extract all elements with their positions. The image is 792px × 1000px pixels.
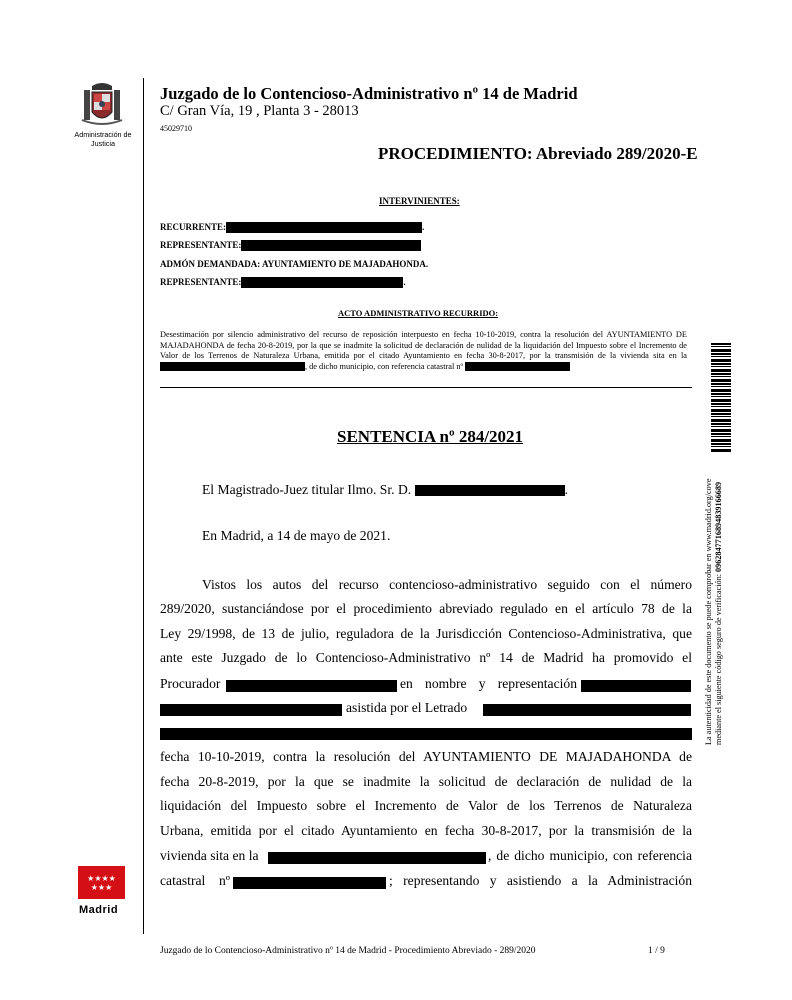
redaction (160, 728, 692, 740)
barcode-icon (711, 343, 731, 453)
redaction (465, 362, 570, 371)
body-line: fecha 10-10-2019, contra la resolución del AYUNTAMIENTO DE MAJADAHONDA de (160, 749, 692, 764)
punctuation: . (422, 222, 425, 232)
redaction (160, 704, 342, 716)
body-text: catastral nº (160, 873, 230, 888)
representante-line (160, 277, 406, 288)
verification-code: 0962847716894839166689 (714, 481, 723, 572)
redaction (415, 485, 565, 496)
redaction (160, 362, 305, 371)
magistrado-line (202, 482, 568, 498)
acto-heading: ACTO ADMINISTRATIVO RECURRIDO: (338, 308, 499, 318)
representante-label: REPRESENTANTE: (160, 240, 242, 250)
logo-label: Administración de Justicia (74, 130, 132, 148)
court-code: 45029710 (160, 124, 192, 133)
body-line: Ley 29/1998, de 13 de julio, reguladora de la Jurisdicción Contencioso-Administrativa, que (160, 626, 692, 641)
punctuation: . (403, 277, 406, 287)
demandada-line: ADMÓN DEMANDADA: AYUNTAMIENTO DE MAJADAHONDA. (160, 259, 429, 269)
acto-text-part: , de dicho municipio, con referencia catastral nº (305, 361, 464, 371)
punctuation: . (564, 482, 568, 497)
body-text: Procurador (160, 676, 221, 691)
body-line: Urbana, emitida por el citado Ayuntamiento en fecha 30-8-2017, por la transmisión de la (160, 823, 692, 838)
margin-divider (143, 78, 144, 934)
body-text: ; representando y asistiendo a la Administración (389, 873, 692, 888)
recurrente-line (160, 222, 424, 233)
redaction (233, 877, 386, 889)
body-line: fecha 20-8-2019, por la que se inadmite la solicitud de declaración de nulidad de la (160, 774, 692, 789)
body-text: vivienda sita en la (160, 848, 259, 863)
page-number: 1 / 9 (648, 946, 665, 956)
verification-line: mediante el siguiente código seguro de verificación: (714, 574, 723, 745)
redaction (226, 680, 397, 692)
body-line: ante este Juzgado de lo Contencioso-Administrativo nº 14 de Madrid ha promovido el (160, 650, 692, 665)
fecha-line: En Madrid, a 14 de mayo de 2021. (202, 528, 391, 543)
madrid-flag-icon: ★★★★ ★★★ (78, 866, 125, 899)
body-line: Vistos los autos del recurso contencioso-administrativo seguido con el número (202, 577, 692, 592)
redaction (241, 277, 406, 288)
verification-line: La autenticidad de este documento se puede comprobar en www.madrid.org/cove (704, 478, 713, 745)
body-line: liquidación del Impuesto sobre el Incremento de Valor de los Terrenos de Naturaleza (160, 798, 692, 813)
acto-text (160, 330, 687, 372)
redaction (483, 704, 691, 716)
body-line (160, 676, 220, 692)
madrid-label: Madrid (79, 904, 119, 916)
representante-label: REPRESENTANTE: (160, 277, 242, 287)
magistrado-text: El Magistrado-Juez titular Ilmo. Sr. D. (202, 482, 412, 497)
sentencia-title: SENTENCIA nº 284/2021 (337, 427, 524, 446)
intervinientes-heading: INTERVINIENTES: (379, 196, 460, 206)
representante-line (160, 240, 421, 251)
body-text: asistida por el Letrado (346, 700, 468, 715)
body-text: en nombre y representación (400, 676, 577, 691)
redaction (268, 852, 486, 864)
redaction (241, 240, 421, 251)
recurrente-label: RECURRENTE: (160, 222, 227, 232)
acto-text-part: Desestimación por silencio administrativo del recurso de reposición interpuesto en fecha 10-10-2019, contra la resolución del AYUNTAMIENTO DE MAJADAHONDA de fecha 20-8-2019, por la que se inadmite la solicitud de declaración de nulidad de la liquidación del Impuesto sobre el Incremento de Valor de los Terrenos de Naturaleza Urbana, emitida por el citado Ayuntamiento en fecha 30-8-2017, por la transmisión de la vivienda sita en la (160, 330, 687, 360)
redaction (581, 680, 691, 692)
verification-text (704, 479, 724, 745)
court-address: C/ Gran Vía, 19 , Planta 3 - 28013 (160, 103, 359, 119)
court-title: Juzgado de lo Contencioso-Administrativo nº 14 de Madrid (160, 84, 578, 103)
coat-of-arms-icon (80, 80, 124, 130)
body-line: 289/2020, sustanciándose por el procedimiento abreviado regulado en el artículo 78 de la (160, 601, 692, 616)
body-text: , de dicho municipio, con referencia (488, 848, 692, 863)
redaction (226, 222, 425, 233)
section-divider (160, 387, 692, 388)
procedure-title: PROCEDIMIENTO: Abreviado 289/2020-E (378, 144, 698, 163)
footer-text: Juzgado de lo Contencioso-Administrativo nº 14 de Madrid - Procedimiento Abreviado - 289/2020 (160, 946, 536, 956)
